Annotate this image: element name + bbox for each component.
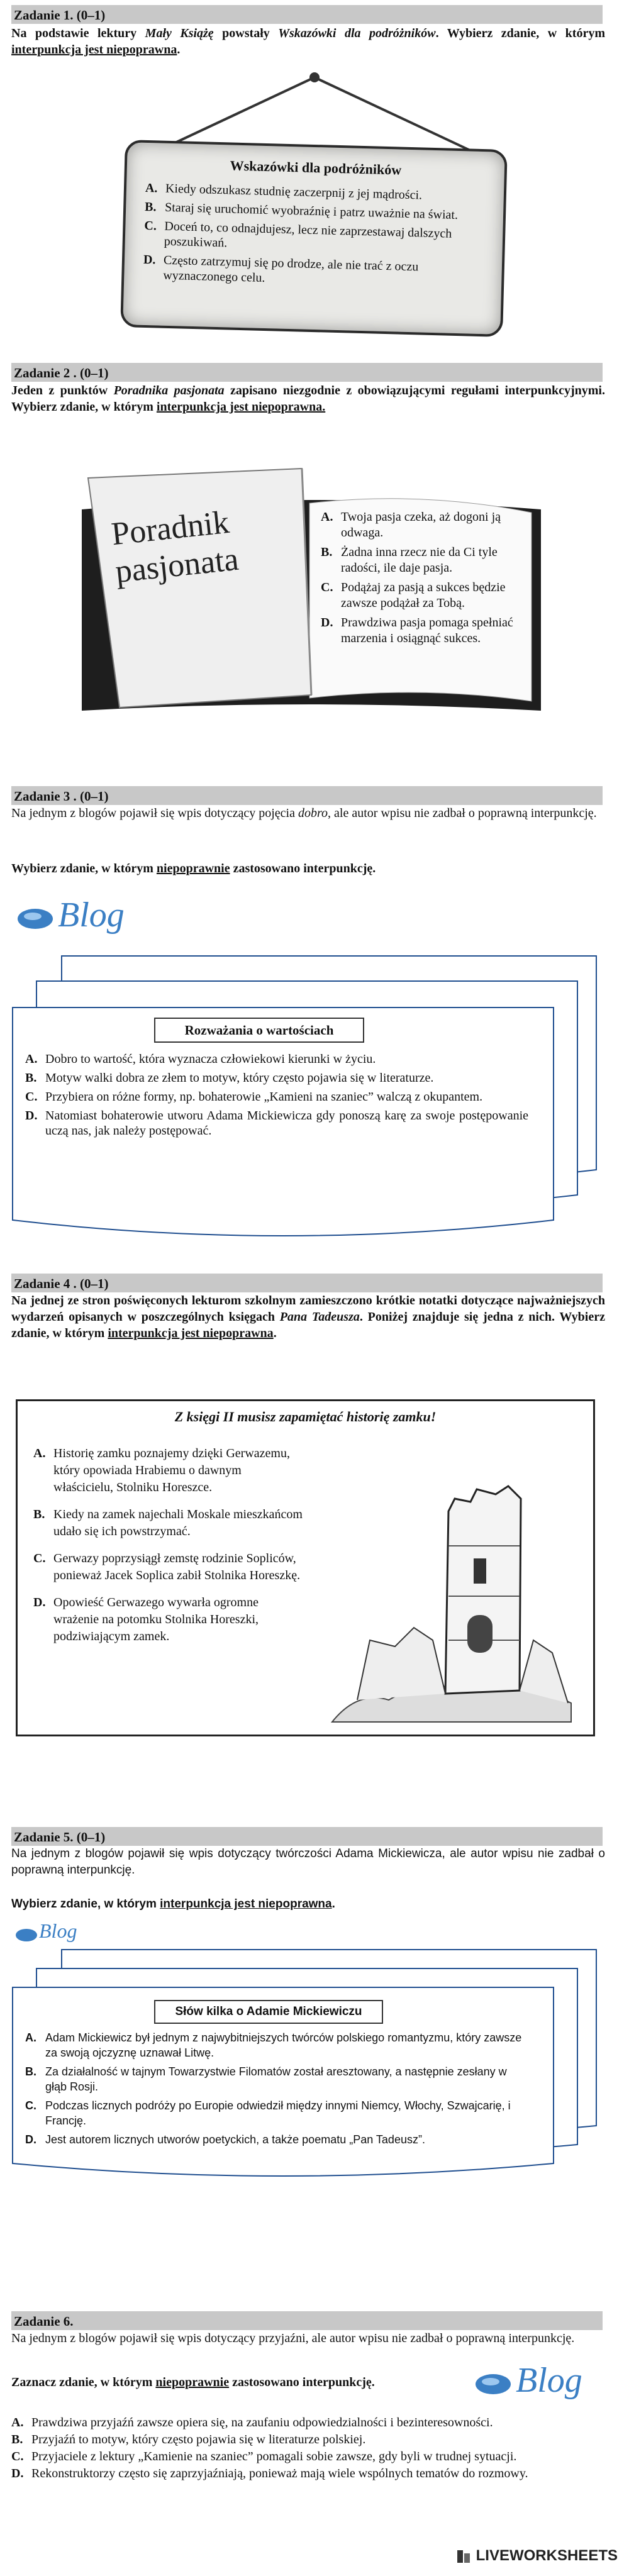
task6-option-d[interactable] — [11, 2466, 605, 2482]
task1-option-c[interactable] — [143, 218, 484, 257]
task5-header: Zadanie 5. (0–1) — [14, 1829, 106, 1845]
task3-instr-c: zastosowano interpunkcję. — [230, 862, 376, 875]
option-text: Staraj się uruchomić wyobraźnię i patrz uważnie na świat. — [164, 200, 459, 222]
task2-intro-b: Poradnika pasjonata — [113, 384, 225, 397]
task2-intro-c: zapisano niezgodnie z obowiązującymi regułami interpunkcyjnymi. Wybierz zdanie, w którym — [11, 384, 605, 414]
task4-header: Zadanie 4 . (0–1) — [14, 1276, 109, 1291]
option-letter: C. — [25, 2099, 36, 2112]
task3-option-c[interactable] — [25, 1089, 528, 1104]
option-text: Rekonstruktorzy często się zaprzyjaźniają, ponieważ mają wiele wspólnych tematów do rozmowy. — [31, 2467, 528, 2480]
option-text: Za działalność w tajnym Towarzystwie Filomatów został aresztowany, a następnie zesłany w głąb Rosji. — [45, 2065, 507, 2093]
option-text: Gerwazy poprzysiągł zemstę rodzinie Sopliców, ponieważ Jacek Soplica zabił Stolnika Horeszkę. — [53, 1552, 301, 1582]
task3-intro-c: , ale autor wpisu nie zadbał o poprawną interpunkcję. — [328, 806, 597, 820]
option-letter: D. — [321, 616, 333, 630]
option-text: Jest autorem licznych utworów poetyckich, a także poematu „Pan Tadeusz”. — [45, 2133, 425, 2146]
liveworksheets-logo[interactable] — [455, 2547, 618, 2565]
option-text: Adam Mickiewicz był jednym z najwybitniejszych twórców polskiego romantyzmu, który zawsze za swoją ojczyznę uznawał Litwę. — [45, 2031, 522, 2059]
option-text: Twoja pasja czeka, aż dogoni ją odwaga. — [341, 510, 501, 540]
task1-intro-c: powstały — [213, 26, 279, 40]
task2-intro — [11, 382, 605, 415]
task4-note-box — [16, 1399, 595, 1736]
book-illustration — [63, 453, 554, 723]
task5-box-title: Słów kilka o Adamie Mickiewiczu — [154, 2000, 383, 2024]
task3-instr-a: Wybierz zdanie, w którym — [11, 862, 157, 875]
liveworksheets-logo-text: LIVEWORKSHEETS — [476, 2547, 618, 2564]
blog-logo-word: Blog — [39, 1919, 77, 1942]
task5-option-c[interactable] — [25, 2098, 528, 2128]
task3-intro-a: Na jednym z blogów pojawił się wpis dotyczący pojęcia — [11, 806, 298, 820]
task6-option-c[interactable] — [11, 2449, 605, 2465]
option-letter: D. — [33, 1596, 46, 1609]
mouse-icon — [14, 1926, 39, 1945]
task3-intro-b: dobro — [298, 806, 328, 820]
book-title — [109, 503, 240, 591]
task1-header-bar — [11, 5, 603, 24]
task6-header-bar — [11, 2311, 603, 2330]
option-text: Przybiera on różne formy, np. bohaterowie „Kamieni na szaniec” walczą z okupantem. — [45, 1090, 483, 1104]
option-letter: D. — [11, 2467, 24, 2480]
task3-box-title: Rozważania o wartościach — [154, 1018, 364, 1043]
blog-logo-word: Blog — [516, 2361, 582, 2400]
task5-intro: Na jednym z blogów pojawił się wpis dotyczący twórczości Adama Mickiewicza, ale autor wpisu nie zadbał o poprawną interpunkcję. — [11, 1847, 605, 1877]
task1-options — [143, 180, 485, 295]
task4-intro-b: Pana Tadeusza — [279, 1310, 360, 1324]
liveworksheets-logo-icon — [455, 2548, 472, 2565]
task4-option-b[interactable] — [33, 1506, 304, 1540]
option-letter: C. — [33, 1552, 46, 1565]
option-text: Prawdziwa pasja pomaga spełniać marzenia i osiągnąć sukces. — [341, 616, 513, 645]
option-letter: C. — [144, 218, 157, 233]
task2-option-a[interactable] — [321, 509, 528, 541]
task4-intro-e: . — [273, 1326, 277, 1340]
option-text: Przyjaźń to motyw, który często pojawia się w literaturze polskiej. — [31, 2433, 366, 2446]
task2-header-bar — [11, 363, 603, 382]
task3-option-d[interactable] — [25, 1108, 528, 1138]
option-letter: C. — [11, 2450, 24, 2463]
option-letter: B. — [144, 199, 157, 214]
task4-box-title: Z księgi II musisz zapamiętać historię zamku! — [174, 1409, 437, 1424]
task5-option-a[interactable] — [25, 2030, 528, 2060]
option-letter: A. — [33, 1446, 46, 1460]
book-title-line1: Poradnik — [109, 504, 231, 553]
signboard — [120, 140, 508, 337]
option-letter: A. — [11, 2416, 24, 2429]
task5-option-d[interactable] — [25, 2132, 528, 2147]
task6-options — [11, 2415, 605, 2483]
option-letter: B. — [321, 545, 333, 559]
task1-intro-d: Wskazówki dla podróżników — [278, 26, 436, 40]
task3-header: Zadanie 3 . (0–1) — [14, 789, 109, 804]
option-text: Podążaj za pasją a sukces będzie zawsze podążał za Tobą. — [341, 580, 506, 610]
option-text: Dobro to wartość, która wyznacza człowiekowi kierunki w życiu. — [45, 1052, 376, 1066]
task3-option-a[interactable] — [25, 1052, 528, 1067]
option-letter: B. — [33, 1507, 45, 1521]
task6-option-b[interactable] — [11, 2432, 605, 2448]
task4-options — [33, 1445, 304, 1655]
task5-header-bar — [11, 1827, 603, 1846]
task6-instr-b: niepoprawnie — [155, 2375, 230, 2389]
task3-options — [25, 1052, 528, 1142]
task5-instruction — [11, 1896, 605, 1913]
task3-instruction — [11, 860, 605, 877]
mouse-icon — [472, 2368, 516, 2399]
option-letter: A. — [25, 1052, 38, 1066]
task2-options — [321, 509, 528, 650]
task6-instr-a: Zaznacz zdanie, w którym — [11, 2375, 156, 2389]
option-letter: B. — [11, 2433, 23, 2446]
castle-tower-icon — [320, 1452, 577, 1728]
blog-logo — [14, 890, 140, 940]
task4-intro-c: . Poniżej znajduje się jedna z nich. Wybierz zdanie, w którym — [11, 1310, 605, 1340]
option-letter: C. — [25, 1090, 38, 1104]
task6-option-a[interactable] — [11, 2415, 605, 2431]
board-title: Wskazówki dla podróżników — [230, 157, 402, 178]
option-letter: C. — [321, 580, 333, 594]
blog-logo-word: Blog — [58, 896, 125, 935]
option-text: Przyjaciele z lektury „Kamienie na szaniec” pomagali sobie zawsze, gdy byli w trudnej sytuacji. — [31, 2450, 517, 2463]
task6-intro: Na jednym z blogów pojawił się wpis dotyczący przyjaźni, ale autor wpisu nie zadbał o poprawną interpunkcję. — [11, 2331, 575, 2345]
task1-intro-g: . — [177, 43, 181, 57]
option-text: Motyw walki dobra ze złem to motyw, który często pojawia się w literaturze. — [45, 1071, 434, 1085]
task4-option-d[interactable] — [33, 1594, 304, 1645]
task4-option-c[interactable] — [33, 1550, 304, 1584]
task5-instr-a: Wybierz zdanie, w którym — [11, 1897, 160, 1911]
task2-option-d[interactable] — [321, 615, 528, 647]
option-text: Żadna inna rzecz nie da Ci tyle radości, ile daje pasja. — [341, 545, 498, 575]
option-letter: D. — [25, 2133, 36, 2146]
book-title-line2: pasjonata — [113, 541, 240, 590]
option-text: Prawdziwa przyjaźń zawsze opiera się, na zaufaniu odpowiedzialności i bezinteresowności. — [31, 2416, 493, 2429]
task4-header-bar — [11, 1274, 603, 1292]
task2-option-c[interactable] — [321, 580, 528, 611]
task3-option-b[interactable] — [25, 1070, 528, 1085]
task1-intro-e: . Wybierz zdanie, w którym — [435, 26, 606, 40]
task4-intro-a: Na jednej ze stron poświęconych lekturom szkolnym zamieszczono krótkie notatki dotyczące najważniejszych wydarzeń opisanych w poszczególnych księgach — [11, 1294, 605, 1324]
task6-instr-c: zastosowano interpunkcję. — [229, 2375, 375, 2389]
option-letter: D. — [25, 1109, 38, 1123]
option-text: Kiedy na zamek najechali Moskale mieszkańcom udało się ich powstrzymać. — [53, 1507, 303, 1538]
task1-intro-b: Mały Książę — [145, 26, 214, 40]
option-letter: A. — [321, 510, 333, 524]
task1-option-d[interactable] — [143, 252, 483, 291]
option-text: Często zatrzymuj się po drodze, ale nie trać z oczu wyznaczonego celu. — [163, 253, 419, 285]
task1-intro-f: interpunkcja jest niepoprawna — [11, 43, 177, 57]
option-text: Doceń to, co odnajdujesz, lecz nie zaprzestawaj dalszych poszukiwań. — [164, 219, 452, 250]
option-text: Podczas licznych podróży po Europie odwiedził między innymi Niemcy, Włochy, Szwajcarię, i Francję. — [45, 2099, 511, 2127]
task5-instr-b: interpunkcja jest niepoprawna — [160, 1897, 332, 1911]
option-letter: B. — [25, 1071, 37, 1085]
task3-header-bar — [11, 786, 603, 805]
task6-blog-logo — [472, 2355, 598, 2406]
option-letter: A. — [145, 180, 158, 196]
task2-option-b[interactable] — [321, 545, 528, 576]
task6-header: Zadanie 6. — [14, 2314, 74, 2329]
option-letter: A. — [25, 2031, 36, 2044]
task1-header: Zadanie 1. (0–1) — [14, 8, 106, 23]
task3-instr-b: niepoprawnie — [156, 862, 230, 875]
task4-intro — [11, 1292, 605, 1341]
task1-intro-a: Na podstawie lektury — [11, 26, 145, 40]
option-text: Historię zamku poznajemy dzięki Gerwazemu, który opowiada Hrabiemu o dawnym właścicielu, Stolniku Horeszce. — [53, 1446, 290, 1494]
task5-instr-c: . — [331, 1897, 335, 1911]
option-text: Natomiast bohaterowie utworu Adama Mickiewicza gdy ponoszą karę za swoje postępowanie uczą nas, jak należy postępować. — [45, 1109, 528, 1138]
task6-instruction — [11, 2374, 452, 2390]
option-letter: D. — [143, 252, 156, 267]
task5-options — [25, 2030, 528, 2151]
option-letter: B. — [25, 2065, 36, 2078]
task3-intro — [11, 805, 605, 821]
task2-intro-a: Jeden z punktów — [11, 384, 114, 397]
option-text: Opowieść Gerwazego wywarła ogromne wrażenie na potomku Stolnika Horeszki, podziwiającym zamek. — [53, 1596, 259, 1643]
task1-intro — [11, 25, 605, 58]
task5-option-b[interactable] — [25, 2064, 528, 2094]
option-text: Kiedy odszukasz studnię zaczerpnij z jej mądrości. — [165, 181, 423, 203]
mouse-icon — [14, 902, 58, 934]
task4-intro-d: interpunkcja jest niepoprawna — [108, 1326, 274, 1340]
task4-option-a[interactable] — [33, 1445, 304, 1496]
task2-header: Zadanie 2 . (0–1) — [14, 365, 109, 380]
task2-intro-d: interpunkcja jest niepoprawna. — [156, 400, 326, 414]
